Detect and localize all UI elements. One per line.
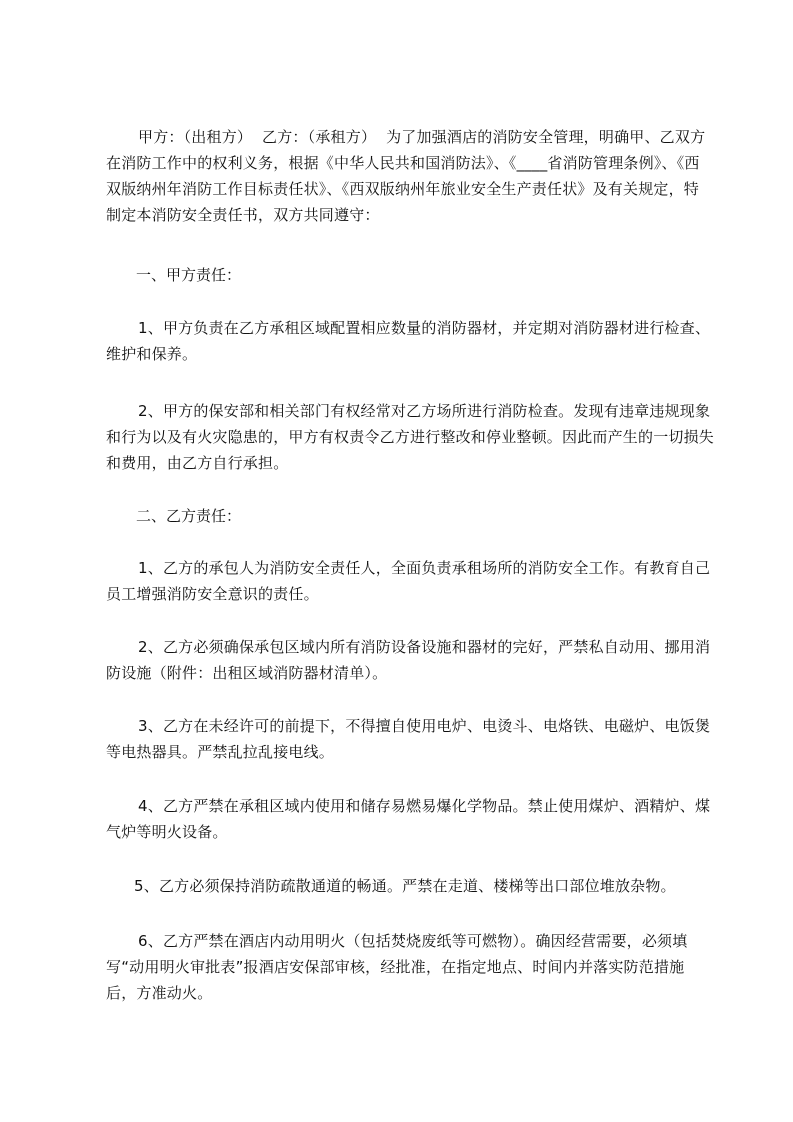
section-heading-party-b: 二、乙方责任： [136,507,242,525]
party-b-item-1: 1、乙方的承包人为消防安全责任人，全面负责承租场所的消防安全工作。有教育自己员工增强消防安全意识的责任。 [106,559,711,603]
intro-paragraph: 甲方：（出租方） 乙方：（承租方） 为了加强酒店的消防安全管理，明确甲、乙双方在消防工作中的权利义务，根据《中华人民共和国消防法》、《____省消防管理条例》、《西双版纳州年消防工作目标责任状》、《西双版纳州年旅业安全生产责任状》及有关规定，特制定本消防安全责任书，双方共同遵守： [106,128,706,224]
section-heading-party-a: 一、甲方责任： [136,266,242,284]
party-b-item-6: 6、乙方严禁在酒店内动用明火（包括焚烧废纸等可燃物）。确因经营需要，必须填写“动用明火审批表”报酒店安保部审核，经批准，在指定地点、时间内并落实防范措施后，方准动火。 [106,932,688,1002]
party-a-item-1: 1、甲方负责在乙方承租区域配置相应数量的消防器材，并定期对消防器材进行检查、维护和保养。 [106,319,711,363]
party-b-item-5: 5、乙方必须保持消防疏散通道的畅通。严禁在走道、楼梯等出口部位堆放杂物。 [134,877,676,895]
party-a-item-2: 2、甲方的保安部和相关部门有权经常对乙方场所进行消防检查。发现有违章违规现象和行为以及有火灾隐患的，甲方有权责令乙方进行整改和停业整顿。因此而产生的一切损失和费用，由乙方自行承担。 [106,402,715,472]
party-b-item-3: 3、乙方在未经许可的前提下，不得擅自使用电炉、电烫斗、电烙铁、电磁炉、电饭煲等电热器具。严禁乱拉乱接电线。 [106,717,711,761]
party-b-item-2: 2、乙方必须确保承包区域内所有消防设备设施和器材的完好，严禁私自动用、挪用消防设施（附件：出租区域消防器材清单）。 [106,638,711,682]
party-b-item-4: 4、乙方严禁在承租区域内使用和储存易燃易爆化学物品。禁止使用煤炉、酒精炉、煤气炉等明火设备。 [106,797,711,841]
